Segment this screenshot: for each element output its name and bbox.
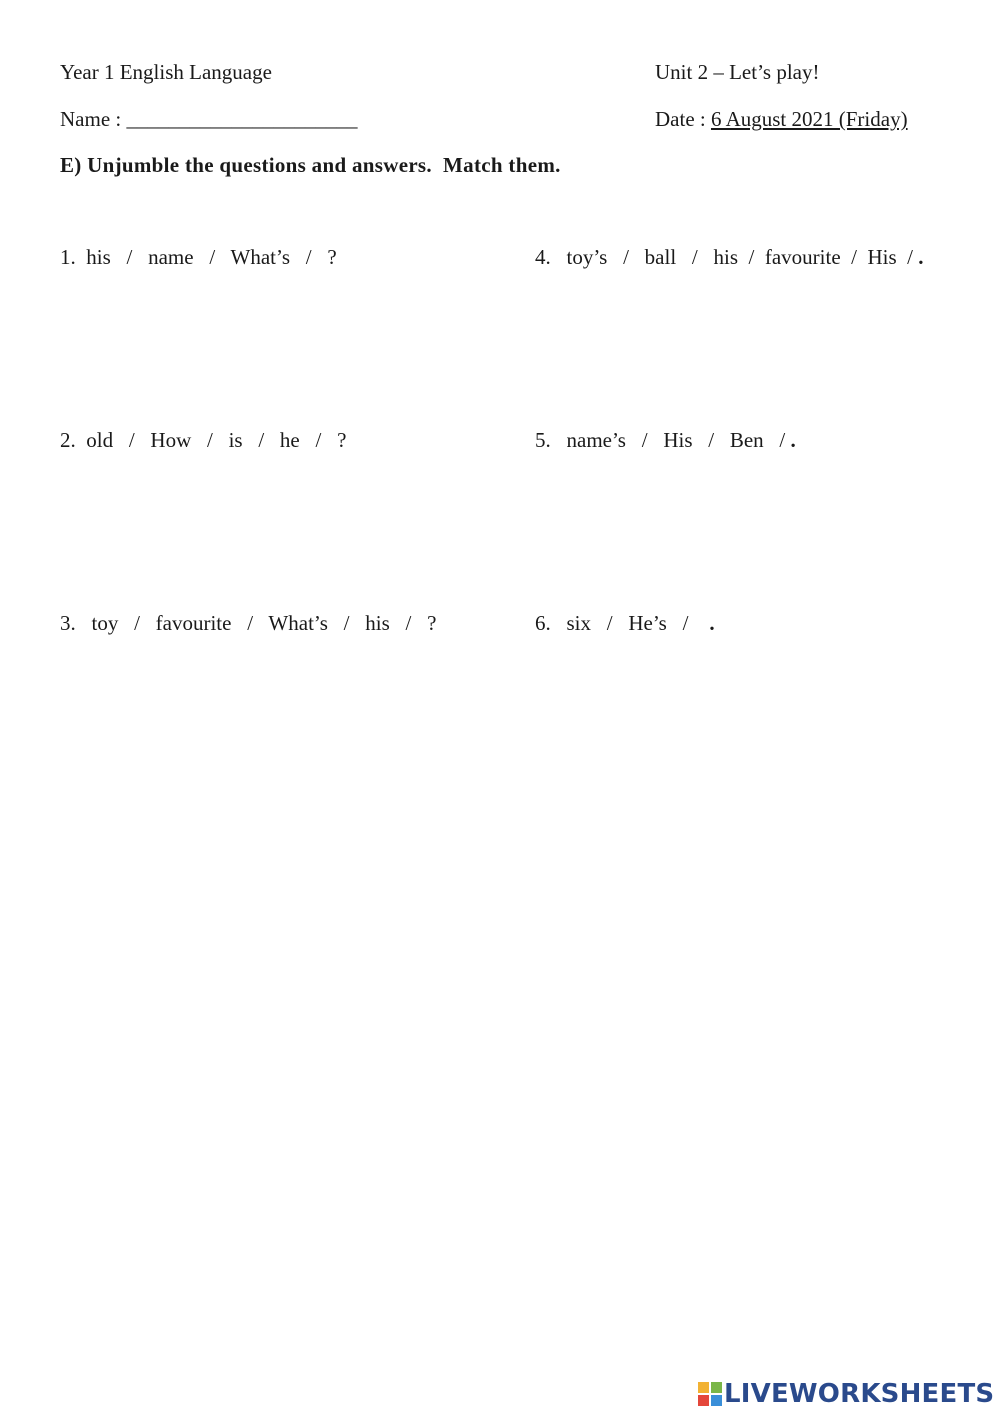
name-field[interactable]: Name : ______________________ <box>60 107 358 131</box>
answer-4-words: 4. toy’s / ball / his / favourite / His / <box>535 245 919 269</box>
question-2: 2. old / How / is / he / ? <box>60 428 347 452</box>
answer-6-period: . <box>709 611 715 635</box>
question-3: 3. toy / favourite / What’s / his / ? <box>60 611 437 635</box>
course-title: Year 1 English Language <box>60 60 272 84</box>
instruction-heading: E) Unjumble the questions and answers. Match them. <box>60 153 561 177</box>
liveworksheets-logo-icon <box>698 1382 722 1406</box>
answer-4 <box>535 245 923 270</box>
answer-6-words: 6. six / He’s / <box>535 611 710 635</box>
date-value: 6 August 2021 (Friday) <box>710 107 908 131</box>
answer-6 <box>535 611 715 636</box>
answer-5-words: 5. name’s / His / Ben / <box>535 428 791 452</box>
answer-5 <box>535 428 796 453</box>
liveworksheets-logo-text: LIVEWORKSHEETS <box>724 1379 995 1409</box>
unit-title: Unit 2 – Let’s play! <box>655 60 820 84</box>
date-label: Date : <box>655 107 711 131</box>
question-1: 1. his / name / What’s / ? <box>60 245 337 269</box>
date-line <box>655 107 908 132</box>
answer-4-period: . <box>918 245 924 269</box>
answer-5-period: . <box>790 428 796 452</box>
liveworksheets-logo <box>698 1377 994 1411</box>
